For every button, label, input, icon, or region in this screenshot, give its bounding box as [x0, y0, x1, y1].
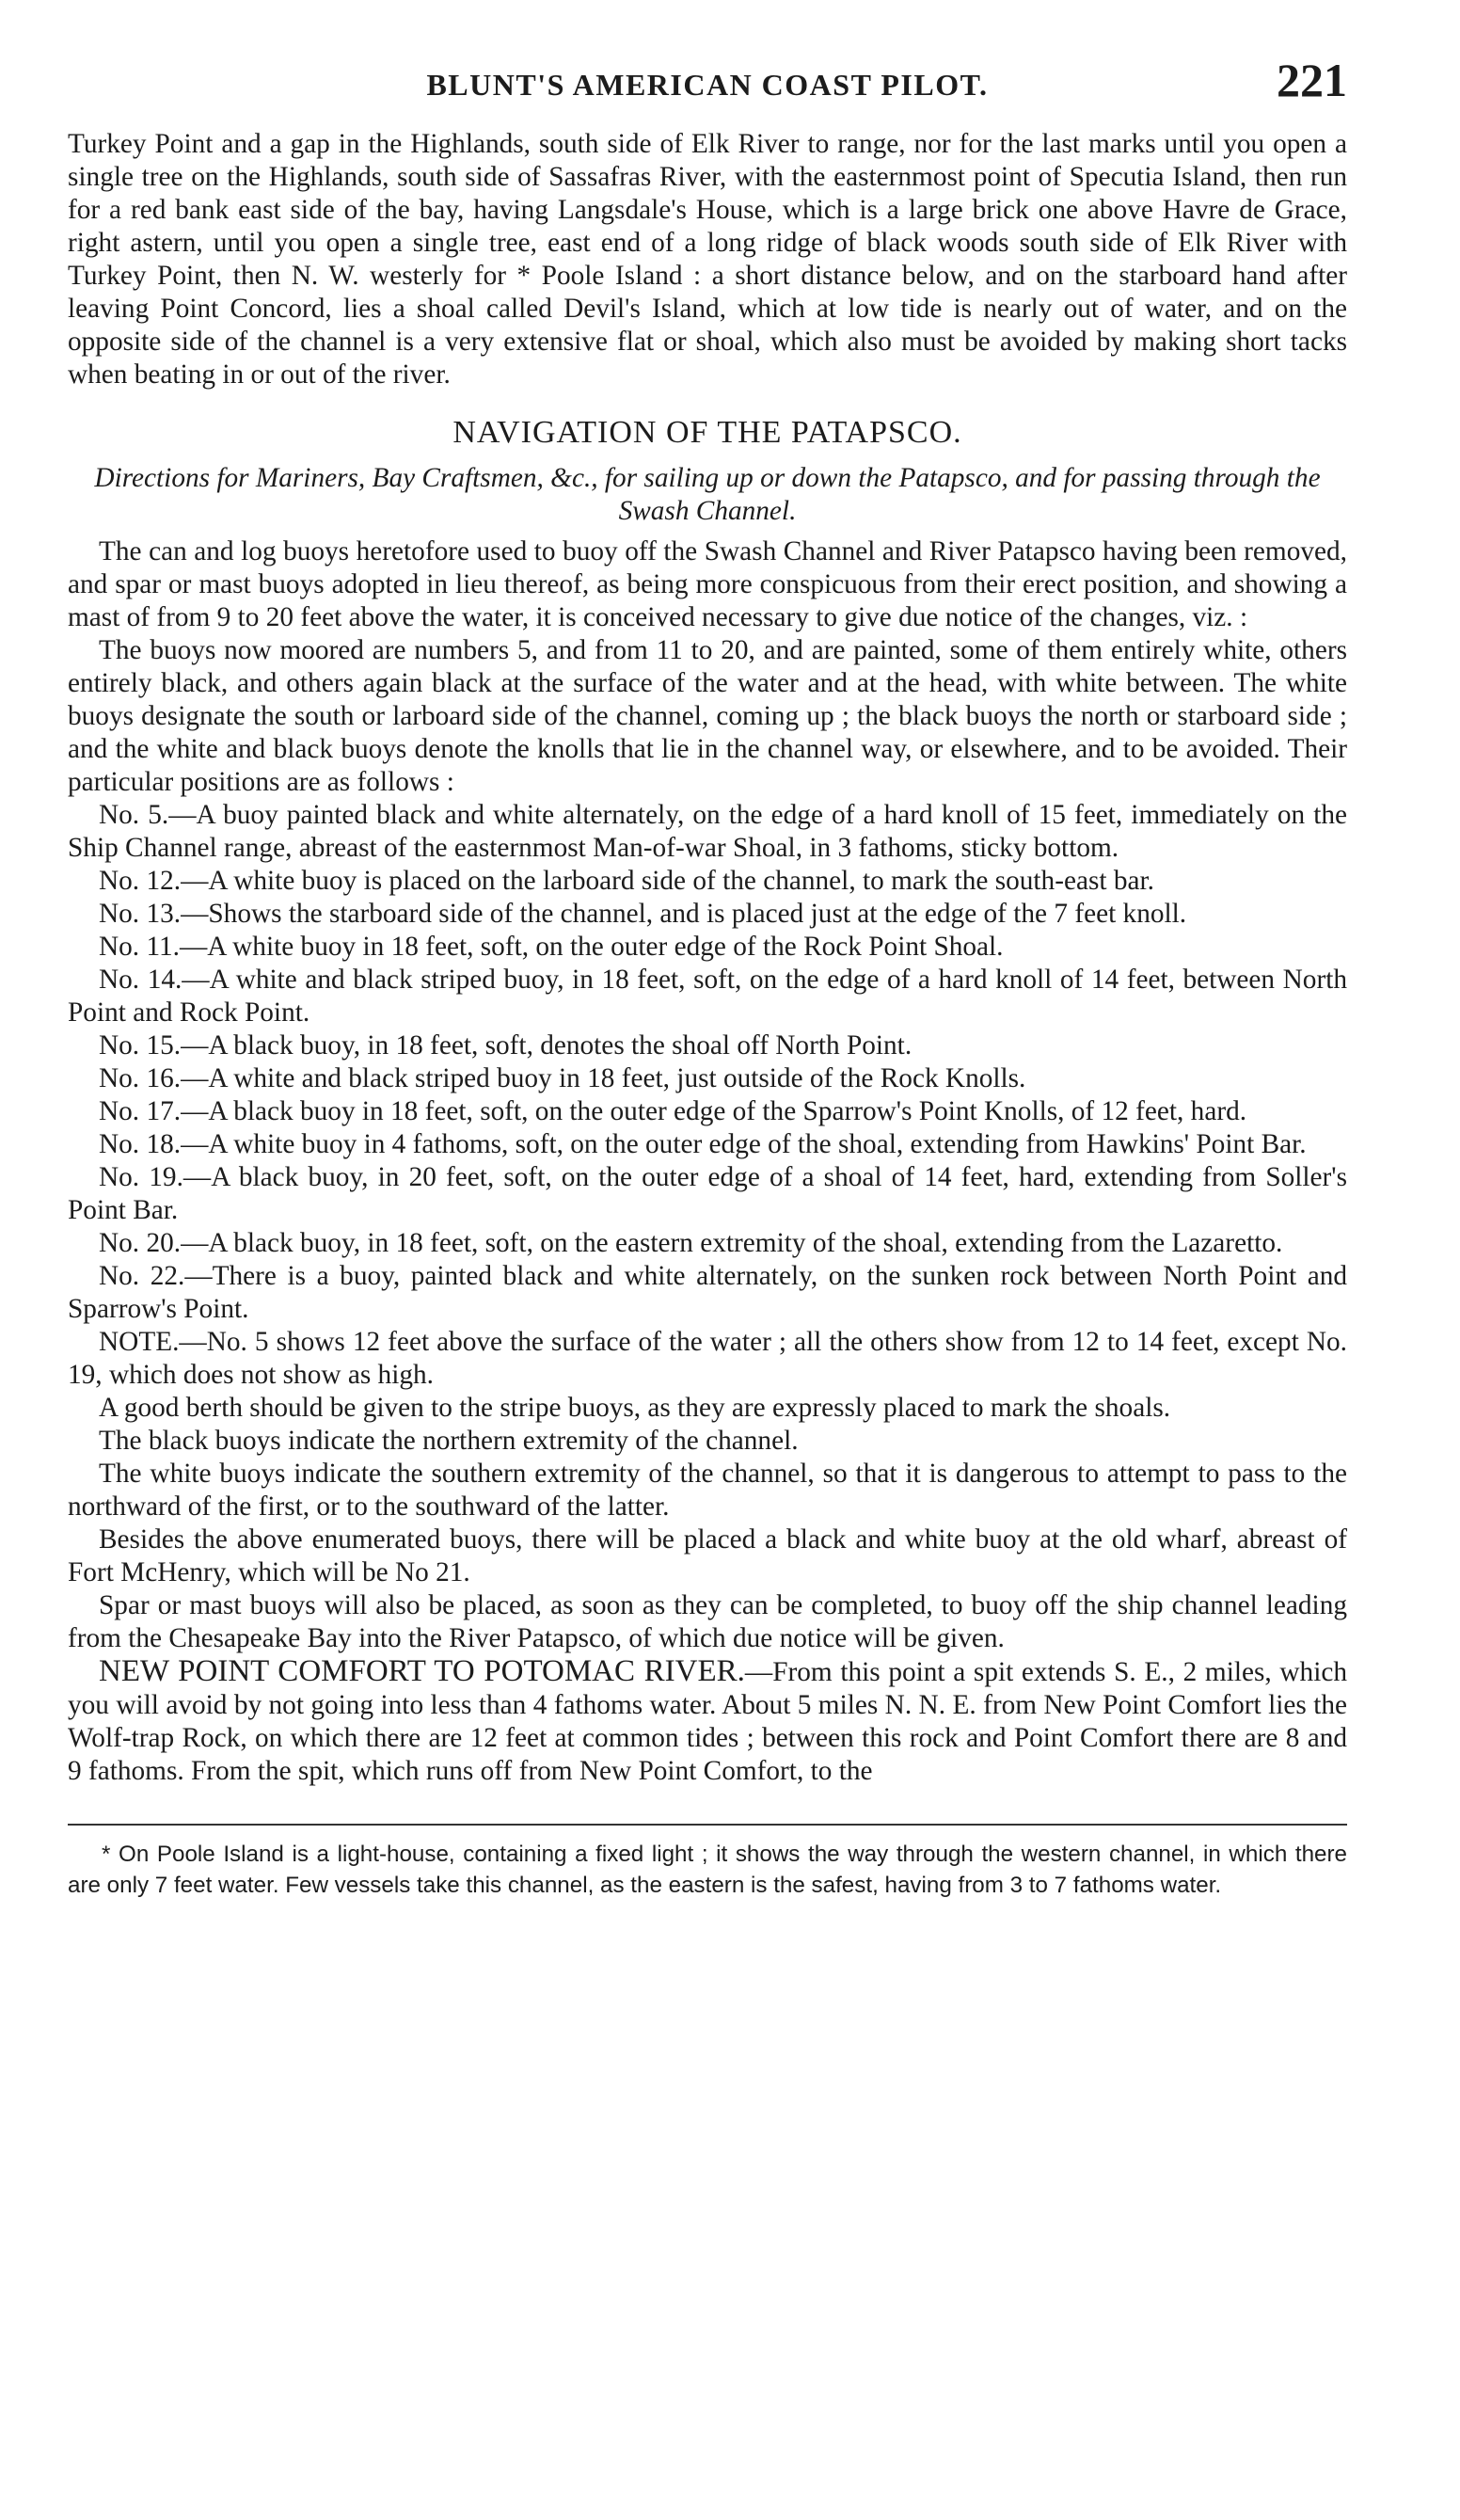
final-paragraph	[68, 1655, 1347, 1788]
paragraph: The buoys now moored are numbers 5, and from 11 to 20, and are painted, some of them entirely white, others entirely black, and others again black at the surface of the water and at the head, with white between. The white buoys designate the south or larboard side of the channel, coming up ; the black buoys the north or starboard side ; and the white and black buoys denote the knolls that lie in the channel way, or elsewhere, and to be avoided. Their particular positions are as follows :	[68, 635, 1347, 797]
paragraph: The can and log buoys heretofore used to buoy off the Swash Channel and River Patapsco having been removed, and spar or mast buoys adopted in lieu thereof, as being more conspicuous from their erect position, and showing a mast of from 9 to 20 feet above the water, it is conceived necessary to give due notice of the changes, viz. :	[68, 536, 1347, 632]
paragraph: The black buoys indicate the northern extremity of the channel.	[99, 1426, 799, 1456]
buoy-entry: No. 12.—A white buoy is placed on the larboard side of the channel, to mark the south-east bar.	[99, 866, 1154, 896]
paragraph: Besides the above enumerated buoys, there will be placed a black and white buoy at the old wharf, abreast of Fort McHenry, which will be No 21.	[68, 1524, 1347, 1587]
buoy-entry: No. 16.—A white and black striped buoy in 18 feet, just outside of the Rock Knolls.	[99, 1063, 1026, 1093]
buoy-entry: No. 5.—A buoy painted black and white alternately, on the edge of a hard knoll of 15 feet, immediately on the Ship Channel range, abreast of the easternmost Man-of-war Shoal, in 3 fathoms, sticky bottom.	[68, 800, 1347, 863]
buoy-entry: No. 22.—There is a buoy, painted black and white alternately, on the sunken rock between North Point and Sparrow's Point.	[68, 1261, 1347, 1324]
running-head: BLUNT'S AMERICAN COAST PILOT.	[426, 68, 989, 102]
sub-heading: NEW POINT COMFORT TO POTOMAC RIVER.	[99, 1654, 745, 1688]
section-title: NAVIGATION OF THE PATAPSCO.	[452, 415, 962, 450]
footnote-rule	[68, 1824, 1347, 1826]
buoy-entry: No. 13.—Shows the starboard side of the channel, and is placed just at the edge of the 7 feet knoll.	[99, 899, 1187, 929]
footnote: * On Poole Island is a light-house, containing a fixed light ; it shows the way through the western channel, in which there are only 7 feet water. Few vessels take this channel, as the eastern is the safest, having from 3 to 7 fathoms water.	[68, 1842, 1347, 1898]
book-page	[68, 47, 1347, 1923]
main-text	[68, 128, 1347, 1788]
buoy-entry: No. 18.—A white buoy in 4 fathoms, soft, on the outer edge of the shoal, extending from Hawkins' Point Bar.	[99, 1129, 1307, 1159]
paragraph: A good berth should be given to the stripe buoys, as they are expressly placed to mark the shoals.	[99, 1393, 1171, 1423]
final-paragraph-text: —From this point a spit extends S. E., 2 miles, which you will avoid by not going into less than 4 fathoms water. About 5 miles N. N. E. from New Point Comfort lies the Wolf-trap Rock, on which there are 12 feet at common tides ; between this rock and Point Comfort there are 8 and 9 fathoms. From the spit, which runs off from New Point Comfort, to the	[68, 1657, 1347, 1786]
paragraph: Spar or mast buoys will also be placed, as soon as they can be completed, to buoy off the ship channel leading from the Chesapeake Bay into the River Patapsco, of which due notice will be given.	[68, 1590, 1347, 1653]
paragraph: The white buoys indicate the southern extremity of the channel, so that it is dangerous to attempt to pass to the northward of the first, or to the southward of the latter.	[68, 1459, 1347, 1522]
buoy-entry: No. 15.—A black buoy, in 18 feet, soft, denotes the shoal off North Point.	[99, 1030, 912, 1061]
page-header	[68, 47, 1347, 128]
section-subtitle: Directions for Mariners, Bay Craftsmen, &c., for sailing up or down the Patapsco, and for passing through the Swash Channel.	[94, 463, 1321, 526]
buoy-entry: No. 19.—A black buoy, in 20 feet, soft, on the outer edge of a shoal of 14 feet, hard, extending from Soller's Point Bar.	[68, 1162, 1347, 1225]
buoy-entry: No. 20.—A black buoy, in 18 feet, soft, on the eastern extremity of the shoal, extending from the Lazaretto.	[99, 1228, 1283, 1258]
page-number: 221	[1277, 54, 1347, 106]
buoy-entry: No. 17.—A black buoy in 18 feet, soft, on the outer edge of the Sparrow's Point Knolls, of 12 feet, hard.	[99, 1096, 1247, 1126]
buoy-entry: No. 14.—A white and black striped buoy, in 18 feet, soft, on the edge of a hard knoll of 14 feet, between North Point and Rock Point.	[68, 965, 1347, 1028]
buoy-entry: No. 11.—A white buoy in 18 feet, soft, on the outer edge of the Rock Point Shoal.	[99, 932, 1004, 962]
intro-paragraph: Turkey Point and a gap in the Highlands, south side of Elk River to range, nor for the last marks until you open a single tree on the Highlands, south side of Sassafras River, with the easternmost point of Specutia Island, then run for a red bank east side of the bay, having Langsdale's House, which is a large brick one above Havre de Grace, right astern, until you open a single tree, east end of a long ridge of black woods south side of Elk River with Turkey Point, then N. W. westerly for * Poole Island : a short distance below, and on the starboard hand after leaving Point Concord, lies a shoal called Devil's Island, which at low tide is nearly out of water, and on the opposite side of the channel is a very extensive flat or shoal, which also must be avoided by making short tacks when beating in or out of the river.	[68, 129, 1347, 390]
note-paragraph: NOTE.—No. 5 shows 12 feet above the surface of the water ; all the others show from 12 to 14 feet, except No. 19, which does not show as high.	[68, 1327, 1347, 1390]
